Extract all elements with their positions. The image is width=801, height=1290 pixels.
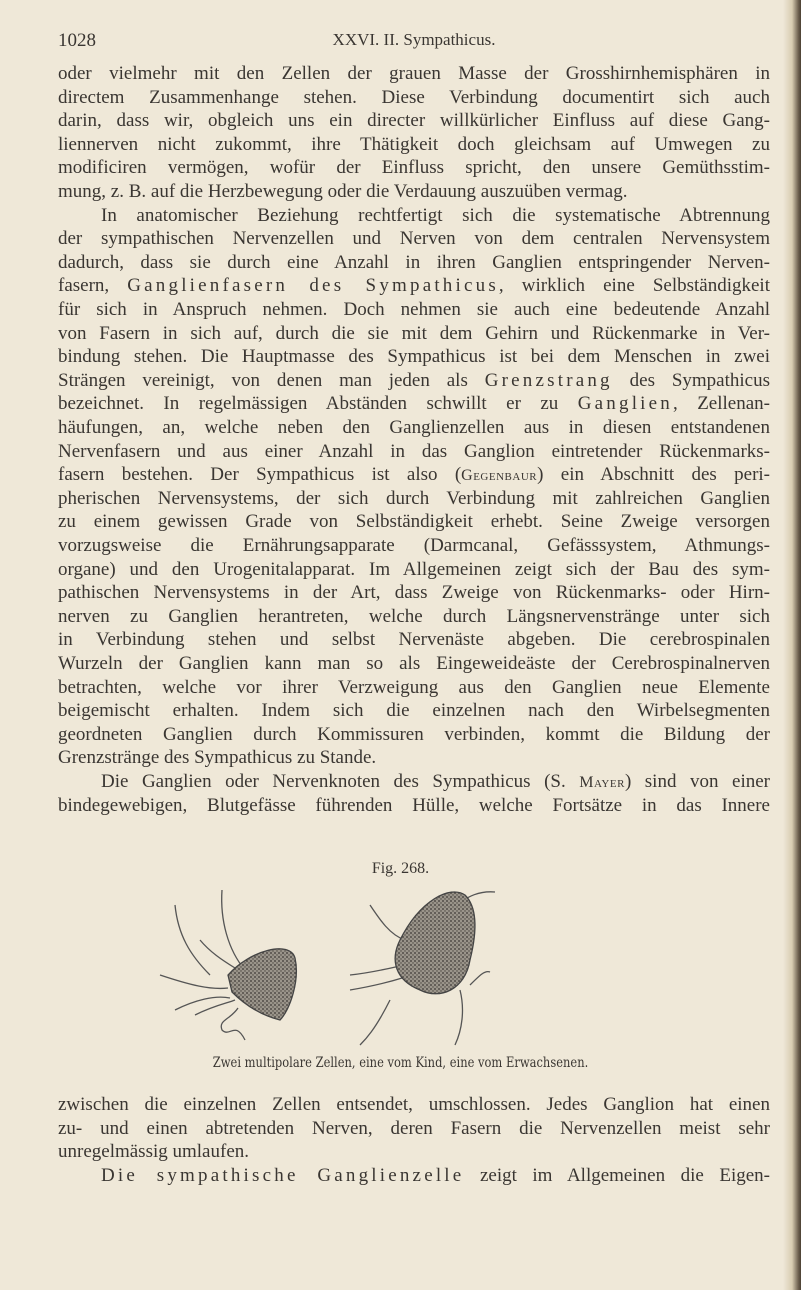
text-segment: dadurch, dass sie durch eine Anzahl in ihren Ganglien entspringender Nerven- bbox=[58, 251, 770, 273]
text-line bbox=[58, 275, 770, 297]
author-name: Gegenbaur bbox=[461, 467, 538, 485]
text-line bbox=[58, 795, 770, 817]
text-line bbox=[101, 771, 770, 794]
text-segment: betrachten, welche vor ihrer Verzweigung aus den Ganglien neue Elemente bbox=[58, 676, 770, 698]
text-segment: zu- und einen abtretenden Nerven, deren Fasern die Nervenzellen meist sehr bbox=[58, 1117, 770, 1139]
text-line bbox=[58, 299, 770, 321]
text-line bbox=[58, 535, 770, 557]
adult-cell-illustration bbox=[350, 892, 495, 1045]
text-line bbox=[58, 110, 770, 132]
text-segment: geordneten Ganglien durch Kommissuren verbinden, kommt die Bildung der bbox=[58, 723, 770, 745]
text-line bbox=[58, 1094, 770, 1116]
text-line bbox=[58, 323, 770, 345]
text-line bbox=[58, 441, 770, 463]
figure-label: Fig. 268. bbox=[371, 860, 430, 877]
emphasized-term: Die sympathische Ganglienzelle bbox=[101, 1164, 465, 1186]
text-segment: fasern, bbox=[58, 275, 128, 297]
text-line bbox=[58, 157, 770, 179]
text-segment: bezeichnet. In regelmässigen Abständen schwillt er zu bbox=[58, 393, 578, 415]
text-line bbox=[58, 228, 770, 250]
text-segment: oder vielmehr mit den Zellen der grauen Masse der Grosshirnhemisphären in bbox=[58, 63, 770, 84]
text-segment: beigemischt erhalten. Indem sich die einzelnen nach den Wirbelsegmenten bbox=[58, 700, 770, 722]
text-segment: In anatomischer Beziehung rechtfertigt sich die systematische Abtrennung bbox=[101, 204, 770, 226]
text-segment: directem Zusammenhange stehen. Diese Verbindung documentirt sich auch bbox=[58, 86, 770, 108]
emphasized-term: Grenzstrang bbox=[484, 369, 613, 391]
text-line bbox=[58, 252, 770, 274]
text-line bbox=[58, 629, 770, 651]
text-line bbox=[58, 1118, 770, 1140]
text-segment: zu einem gewissen Grade von Selbständigkeit erhebt. Seine Zweige versorgen bbox=[58, 511, 770, 533]
text-segment: zeigt im Allgemeinen die Eigen- bbox=[464, 1164, 770, 1186]
text-line bbox=[58, 370, 770, 392]
text-line bbox=[58, 488, 770, 510]
text-line bbox=[58, 181, 770, 203]
text-segment: ) sind von einer bbox=[624, 771, 770, 792]
text-segment: modificiren vermögen, wofür der Einfluss spricht, den unsere Gemüthsstim- bbox=[58, 157, 770, 179]
text-segment: in Verbindung stehen und selbst Nervenäste abgeben. Die cerebrospinalen bbox=[58, 629, 770, 651]
child-cell-illustration bbox=[160, 890, 296, 1040]
text-line bbox=[58, 87, 770, 109]
text-line bbox=[58, 677, 770, 699]
text-segment: häufungen, an, welche neben den Ganglienzellen aus in diesen entstandenen bbox=[58, 417, 770, 438]
text-line bbox=[58, 724, 770, 746]
text-line bbox=[58, 464, 770, 487]
text-line bbox=[58, 653, 770, 675]
text-line bbox=[58, 134, 770, 156]
text-segment: pathischen Nervensystems in der Art, dass Zweige von Rückenmarks- oder Hirn- bbox=[58, 582, 770, 604]
running-title: XXVI. II. Sympathicus. bbox=[332, 30, 496, 49]
text-line bbox=[58, 511, 770, 533]
text-segment: Nervenfasern und aus einer Anzahl in das Ganglion eintretender Rückenmarks- bbox=[58, 440, 770, 462]
text-segment: Grenzstränge des Sympathicus zu Stande. bbox=[58, 747, 377, 769]
text-line bbox=[58, 559, 770, 581]
text-segment: bindegewebigen, Blutgefässe führenden Hülle, welche Fortsätze in das Innere bbox=[58, 794, 770, 816]
text-segment: , wirklich eine Selbständigkeit bbox=[498, 275, 770, 297]
text-segment: organe) und den Urogenitalapparat. Im Allgemeinen zeigt sich der Bau des sym- bbox=[58, 558, 770, 580]
book-binding-edge bbox=[783, 0, 801, 1290]
text-segment: Die Ganglien oder Nervenknoten des Sympathicus (S. bbox=[101, 771, 580, 792]
text-line bbox=[58, 582, 770, 604]
text-segment: ) ein Abschnitt des peri- bbox=[537, 464, 770, 486]
author-name: Mayer bbox=[579, 774, 625, 791]
text-segment: unregelmässig umlaufen. bbox=[58, 1141, 250, 1163]
text-segment: fasern bestehen. Der Sympathicus ist also ( bbox=[58, 464, 462, 486]
text-segment: Strängen vereinigt, von denen man jeden als bbox=[58, 369, 485, 391]
page-header bbox=[58, 30, 770, 56]
text-segment: , Zellenan- bbox=[673, 393, 770, 415]
text-line bbox=[58, 700, 770, 722]
text-segment: bindung stehen. Die Hauptmasse des Sympathicus ist bei dem Menschen in zwei bbox=[58, 346, 770, 368]
text-line bbox=[58, 606, 770, 628]
text-segment: liennerven nicht zukommt, ihre Thätigkeit doch gleichsam auf Umwegen zu bbox=[58, 133, 770, 155]
text-segment: der sympathischen Nervenzellen und Nerven von dem centralen Nervensystem bbox=[58, 228, 770, 250]
text-segment: Wurzeln der Ganglien kann man so als Eingeweideäste der Cerebrospinalnerven bbox=[58, 653, 770, 674]
text-segment: für sich in Anspruch nehmen. Doch nehmen sie auch eine bedeutende Anzahl bbox=[58, 299, 770, 320]
text-line bbox=[58, 417, 770, 439]
page-number: 1028 bbox=[58, 30, 96, 51]
text-segment: von Fasern in sich auf, durch die sie mit dem Gehirn und Rückenmarke in Ver- bbox=[58, 322, 770, 344]
text-segment: vorzugsweise die Ernährungsapparate (Darmcanal, Gefässsystem, Athmungs- bbox=[58, 535, 770, 556]
text-line bbox=[58, 393, 770, 415]
text-line bbox=[101, 205, 770, 227]
text-line bbox=[58, 1141, 770, 1163]
text-segment: zwischen die einzelnen Zellen entsendet, umschlossen. Jedes Ganglion hat einen bbox=[58, 1094, 770, 1115]
text-line bbox=[58, 346, 770, 368]
text-line bbox=[58, 63, 770, 85]
figure-caption: Zwei multipolare Zellen, eine vom Kind, eine vom Erwachsenen. bbox=[212, 1055, 589, 1071]
text-segment: mung, z. B. auf die Herzbewegung oder die Verdauung auszuüben vermag. bbox=[58, 181, 628, 202]
text-line bbox=[101, 1165, 770, 1187]
text-segment: pherischen Nervensystems, der sich durch Verbindung mit zahlreichen Ganglien bbox=[58, 487, 770, 509]
text-segment: des Sympathicus bbox=[612, 369, 770, 391]
text-line bbox=[58, 747, 770, 769]
emphasized-term: Ganglienfasern des Sympathicus bbox=[127, 275, 499, 297]
text-segment: nerven zu Ganglien herantreten, welche durch Längsnervenstränge unter sich bbox=[58, 605, 770, 627]
figure-nerve-cells bbox=[150, 880, 670, 1050]
text-segment: darin, dass wir, obgleich uns ein directer willkürlicher Einfluss auf diese Gang- bbox=[58, 110, 770, 132]
emphasized-term: Ganglien bbox=[577, 393, 673, 415]
